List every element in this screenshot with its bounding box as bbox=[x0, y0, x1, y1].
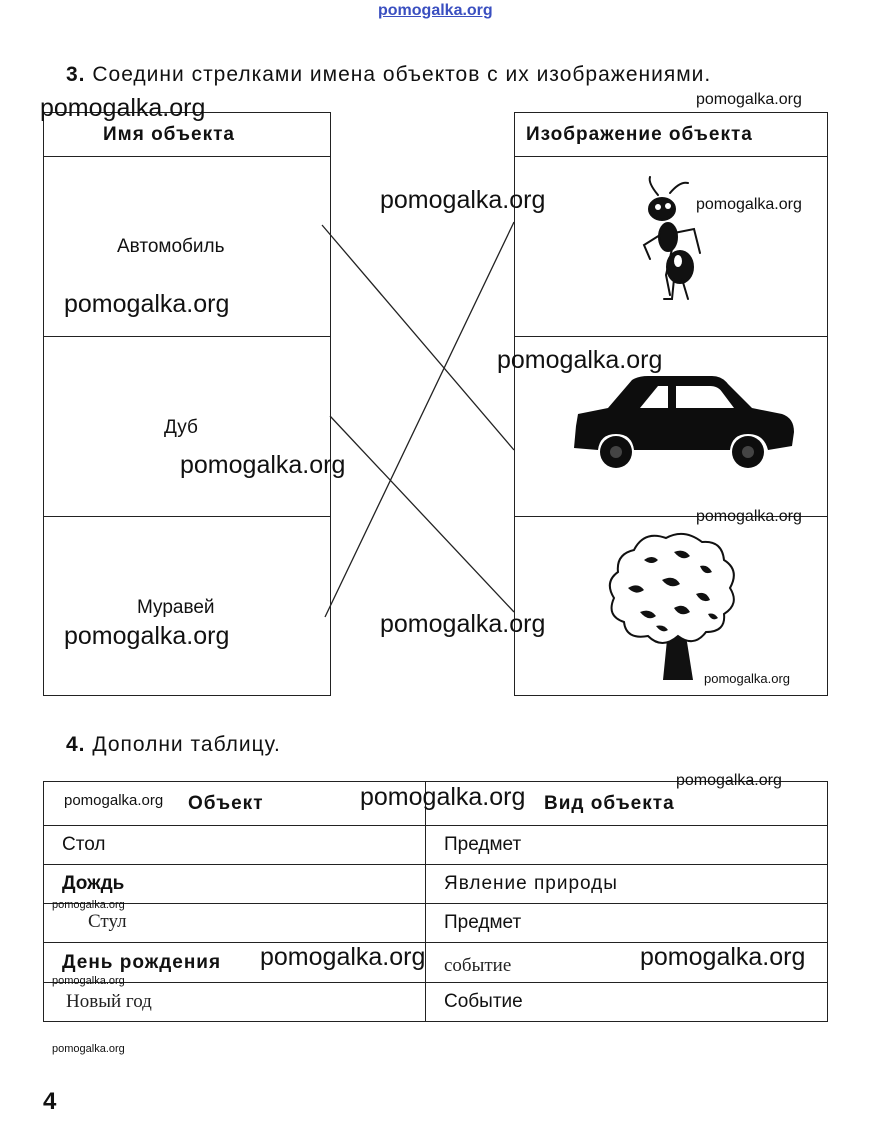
row-object: Стол bbox=[62, 834, 106, 855]
names-table-header: Имя объекта bbox=[103, 124, 235, 145]
row-kind: Явление природы bbox=[444, 873, 618, 894]
divider bbox=[43, 982, 828, 983]
row-kind: Предмет bbox=[444, 834, 522, 855]
row-object: Дождь bbox=[62, 873, 125, 894]
row-kind: Событие bbox=[444, 991, 523, 1012]
watermark: pomogalka.org bbox=[64, 622, 230, 650]
task3-number: 3. bbox=[66, 63, 86, 86]
watermark: pomogalka.org bbox=[380, 186, 546, 214]
line-avtomobil-car bbox=[322, 225, 514, 450]
name-dub: Дуб bbox=[164, 417, 198, 438]
divider bbox=[43, 864, 828, 865]
watermark: pomogalka.org bbox=[704, 671, 790, 686]
line-dub-oak bbox=[330, 416, 514, 612]
task4-instruction-text: Дополни таблицу. bbox=[92, 733, 281, 756]
watermark: pomogalka.org bbox=[64, 792, 164, 809]
row-kind: Предмет bbox=[444, 912, 522, 933]
line-muravey-ant bbox=[325, 222, 514, 617]
objects-table bbox=[43, 781, 828, 1022]
task4-number: 4. bbox=[66, 733, 86, 756]
name-avtomobil: Автомобиль bbox=[117, 236, 225, 257]
objects-header-kind: Вид объекта bbox=[544, 793, 675, 814]
watermark: pomogalka.org bbox=[676, 772, 782, 789]
row-object: День рождения bbox=[62, 952, 222, 973]
watermark: pomogalka.org bbox=[640, 943, 806, 971]
watermark: pomogalka.org bbox=[497, 346, 663, 374]
watermark: pomogalka.org bbox=[52, 975, 125, 987]
row-object-handwritten: Новый год bbox=[66, 991, 152, 1012]
page-number: 4 bbox=[43, 1088, 57, 1115]
watermark: pomogalka.org bbox=[52, 1043, 125, 1055]
watermark: pomogalka.org bbox=[696, 91, 802, 108]
watermark: pomogalka.org bbox=[260, 943, 426, 971]
row-object-handwritten: Стул bbox=[88, 911, 127, 932]
watermark: pomogalka.org bbox=[180, 451, 346, 479]
task3-instruction-text: Соедини стрелками имена объектов с их изображениями. bbox=[92, 63, 712, 86]
watermark: pomogalka.org bbox=[40, 94, 206, 122]
divider bbox=[43, 825, 828, 826]
row-kind-handwritten: событие bbox=[444, 955, 512, 976]
divider bbox=[425, 781, 426, 1022]
watermark: pomogalka.org bbox=[696, 508, 802, 525]
name-muravey: Муравей bbox=[137, 597, 215, 618]
top-watermark-link[interactable]: pomogalka.org bbox=[378, 2, 493, 19]
watermark: pomogalka.org bbox=[696, 196, 802, 213]
images-table-header: Изображение объекта bbox=[526, 124, 753, 145]
divider bbox=[43, 903, 828, 904]
watermark: pomogalka.org bbox=[360, 783, 526, 811]
objects-header-object: Объект bbox=[188, 793, 264, 814]
watermark: pomogalka.org bbox=[380, 610, 546, 638]
task4-instruction bbox=[66, 733, 281, 757]
watermark: pomogalka.org bbox=[64, 290, 230, 318]
watermark: pomogalka.org bbox=[52, 899, 125, 911]
